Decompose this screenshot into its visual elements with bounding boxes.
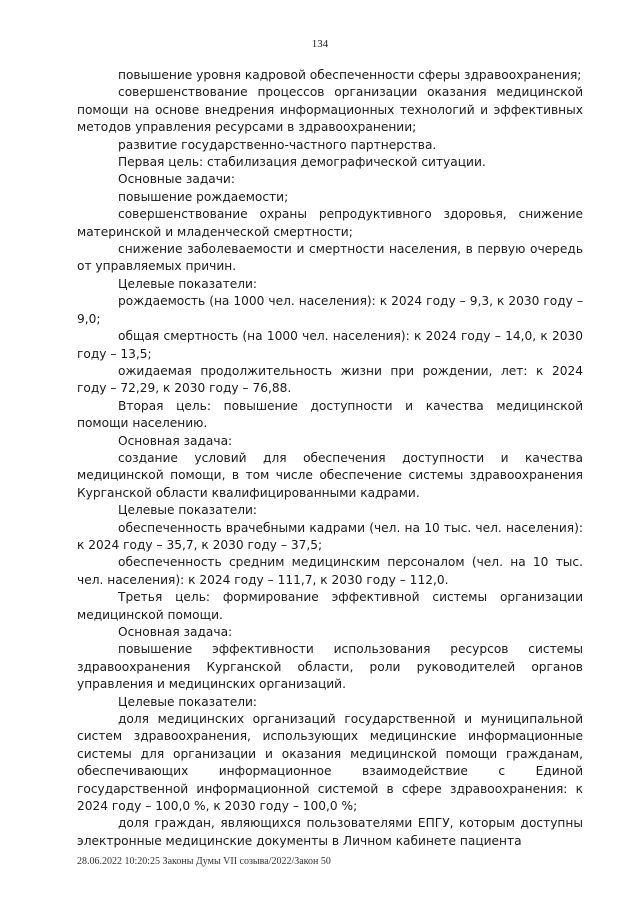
page-number: 134 <box>311 38 329 50</box>
paragraph: доля граждан, являющихся пользователями ЕПГУ, которым доступны электронные медицинские документы в Личном кабинете пациента <box>77 816 583 848</box>
document-body <box>77 67 583 850</box>
paragraph: Основная задача: <box>118 625 233 639</box>
paragraph: снижение заболеваемости и смертности населения, в первую очередь от управляемых причин. <box>77 242 583 274</box>
paragraph: совершенствование процессов организации оказания медицинской помощи на основе внедрения информационных технологий и эффективных методов управления ресурсами в здравоохранении; <box>77 85 583 135</box>
paragraph: Целевые показатели: <box>118 503 258 518</box>
paragraph: Основные задачи: <box>118 172 235 187</box>
paragraph: Целевые показатели: <box>118 694 258 709</box>
paragraph: развитие государственно-частного партнерства. <box>118 137 437 152</box>
paragraph: повышение рождаемости; <box>118 189 289 204</box>
paragraph: Третья цель: формирование эффективной системы организации медицинской помощи. <box>77 590 583 622</box>
paragraph: рождаемость (на 1000 чел. населения): к 2024 году – 9,3, к 2030 году – 9,0; <box>77 294 583 326</box>
paragraph: Первая цель: стабилизация демографической ситуации. <box>118 155 486 170</box>
paragraph: повышение эффективности использования ресурсов системы здравоохранения Курганской области, роли руководителей органов управления и медицинских организаций. <box>77 642 583 692</box>
paragraph: повышение уровня кадровой обеспеченности сферы здравоохранения; <box>118 68 582 82</box>
paragraph: Вторая цель: повышение доступности и качества медицинской помощи населению. <box>77 398 583 431</box>
paragraph: обеспеченность средним медицинским персоналом (чел. на 10 тыс. чел. населения): к 2024 году – 111,7, к 2030 году – 112,0. <box>77 555 583 587</box>
paragraph: доля медицинских организаций государственной и муниципальной систем здравоохранения, использующих медицинские информационные системы для организации и оказания медицинской помощи гражданам, обеспечивающих информационное взаимодействие с Единой государственной информационной системой в сфере здравоохранения: к 2024 году – 100,0 %, к 2030 году – 100,0 %; <box>77 712 583 814</box>
footer-stamp: 28.06.2022 10:20:25 Законы Думы VII созыва/2022/Закон 50 <box>77 856 331 867</box>
paragraph: Целевые показатели: <box>118 276 258 291</box>
paragraph: обеспеченность врачебными кадрами (чел. на 10 тыс. чел. населения): к 2024 году – 35,7, к 2030 году – 37,5; <box>77 520 583 552</box>
paragraph: ожидаемая продолжительность жизни при рождении, лет: к 2024 году – 72,29, к 2030 году – 76,88. <box>77 363 583 396</box>
paragraph: совершенствование охраны репродуктивного здоровья, снижение материнской и младенческой смертности; <box>77 207 583 239</box>
paragraph: создание условий для обеспечения доступности и качества медицинской помощи, в том числе обеспечение системы здравоохранения Курганской области квалифицированными кадрами. <box>77 450 583 500</box>
paragraph: Основная задача: <box>118 433 233 448</box>
paragraph: общая смертность (на 1000 чел. населения): к 2024 году – 14,0, к 2030 году – 13,5; <box>77 329 583 361</box>
